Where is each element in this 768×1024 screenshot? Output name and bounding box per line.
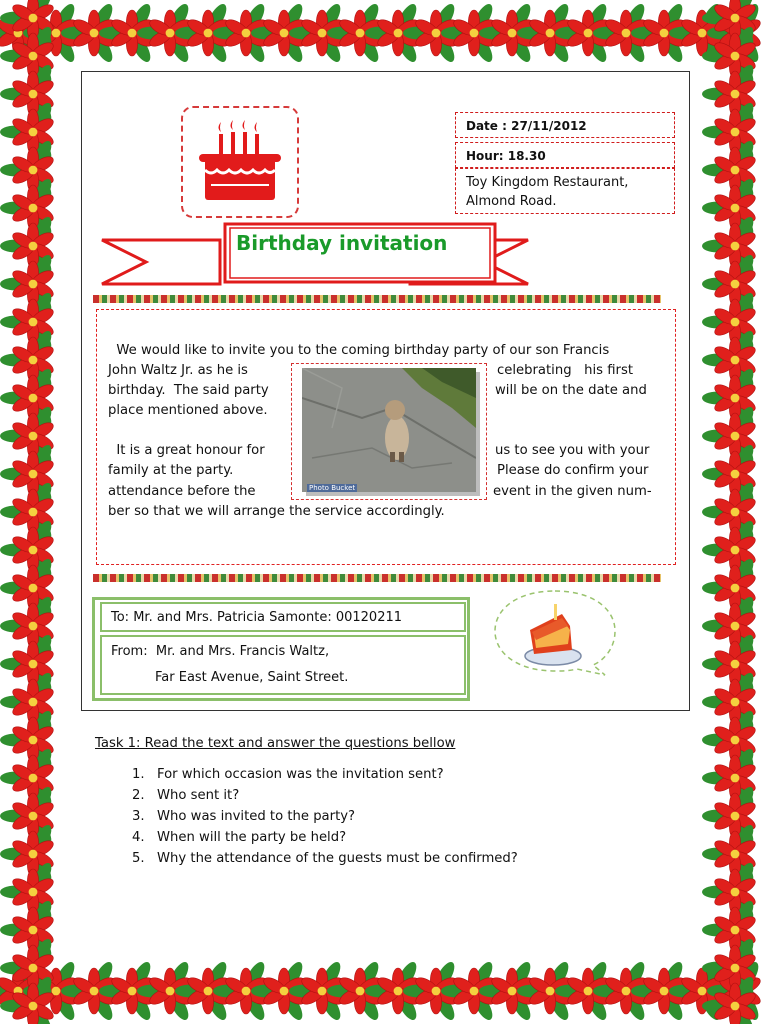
letter-line: celebrating his first (497, 363, 634, 378)
task-title: Task 1: Read the text and answer the questions bellow (95, 736, 456, 751)
letter-line: We would like to invite you to the coming birthday party of our son Francis (108, 343, 610, 358)
letter-line: John Waltz Jr. as he is (108, 363, 248, 378)
question-item: 3. Who was invited to the party? (132, 809, 356, 824)
venue-line-2: Almond Road. (466, 194, 557, 209)
letter-line: It is a great honour for (108, 443, 265, 458)
from-address-line-1: From: Mr. and Mrs. Francis Waltz, (111, 644, 330, 659)
child-photo (302, 368, 476, 492)
letter-line: place mentioned above. (108, 403, 268, 418)
letter-line: will be on the date and (495, 383, 647, 398)
letter-line: ber so that we will arrange the service accordingly. (108, 504, 445, 519)
question-item: 1. For which occasion was the invitation sent? (132, 767, 444, 782)
venue-box (455, 168, 675, 214)
venue-line-1: Toy Kingdom Restaurant, (466, 175, 629, 190)
date-box (455, 112, 675, 138)
from-address-line-2: Far East Avenue, Saint Street. (155, 670, 349, 685)
to-address: To: Mr. and Mrs. Patricia Samonte: 00120211 (111, 610, 403, 625)
poinsettia-border-top (0, 0, 768, 66)
photo-caption: Photo Bucket (309, 484, 356, 492)
date-label: Date : 27/11/2012 (466, 119, 587, 133)
hour-label: Hour: 18.30 (466, 149, 546, 163)
question-item: 4. When will the party be held? (132, 830, 347, 845)
garland-divider-bottom (93, 574, 661, 582)
question-item: 5. Why the attendance of the guests must be confirmed? (132, 851, 518, 866)
poinsettia-border-left (0, 0, 66, 1024)
to-address-box (100, 602, 466, 632)
garland-divider-top (93, 295, 661, 303)
question-item: 2. Who sent it? (132, 788, 240, 803)
invitation-title: Birthday invitation (236, 231, 448, 255)
letter-line: Please do confirm your (497, 463, 649, 478)
cake-icon-frame (181, 106, 299, 218)
hour-box (455, 142, 675, 168)
from-address-box (100, 635, 466, 695)
letter-line: birthday. The said party (108, 383, 269, 398)
letter-line: event in the given num- (493, 484, 652, 499)
cake-slice-icon (520, 604, 586, 668)
letter-line: us to see you with your (495, 443, 650, 458)
poinsettia-border-bottom (0, 958, 768, 1024)
question-list (132, 764, 518, 869)
poinsettia-border-right (702, 0, 768, 1024)
letter-line: family at the party. (108, 463, 234, 478)
letter-line: attendance before the (108, 484, 256, 499)
birthday-cake-icon (195, 118, 285, 206)
